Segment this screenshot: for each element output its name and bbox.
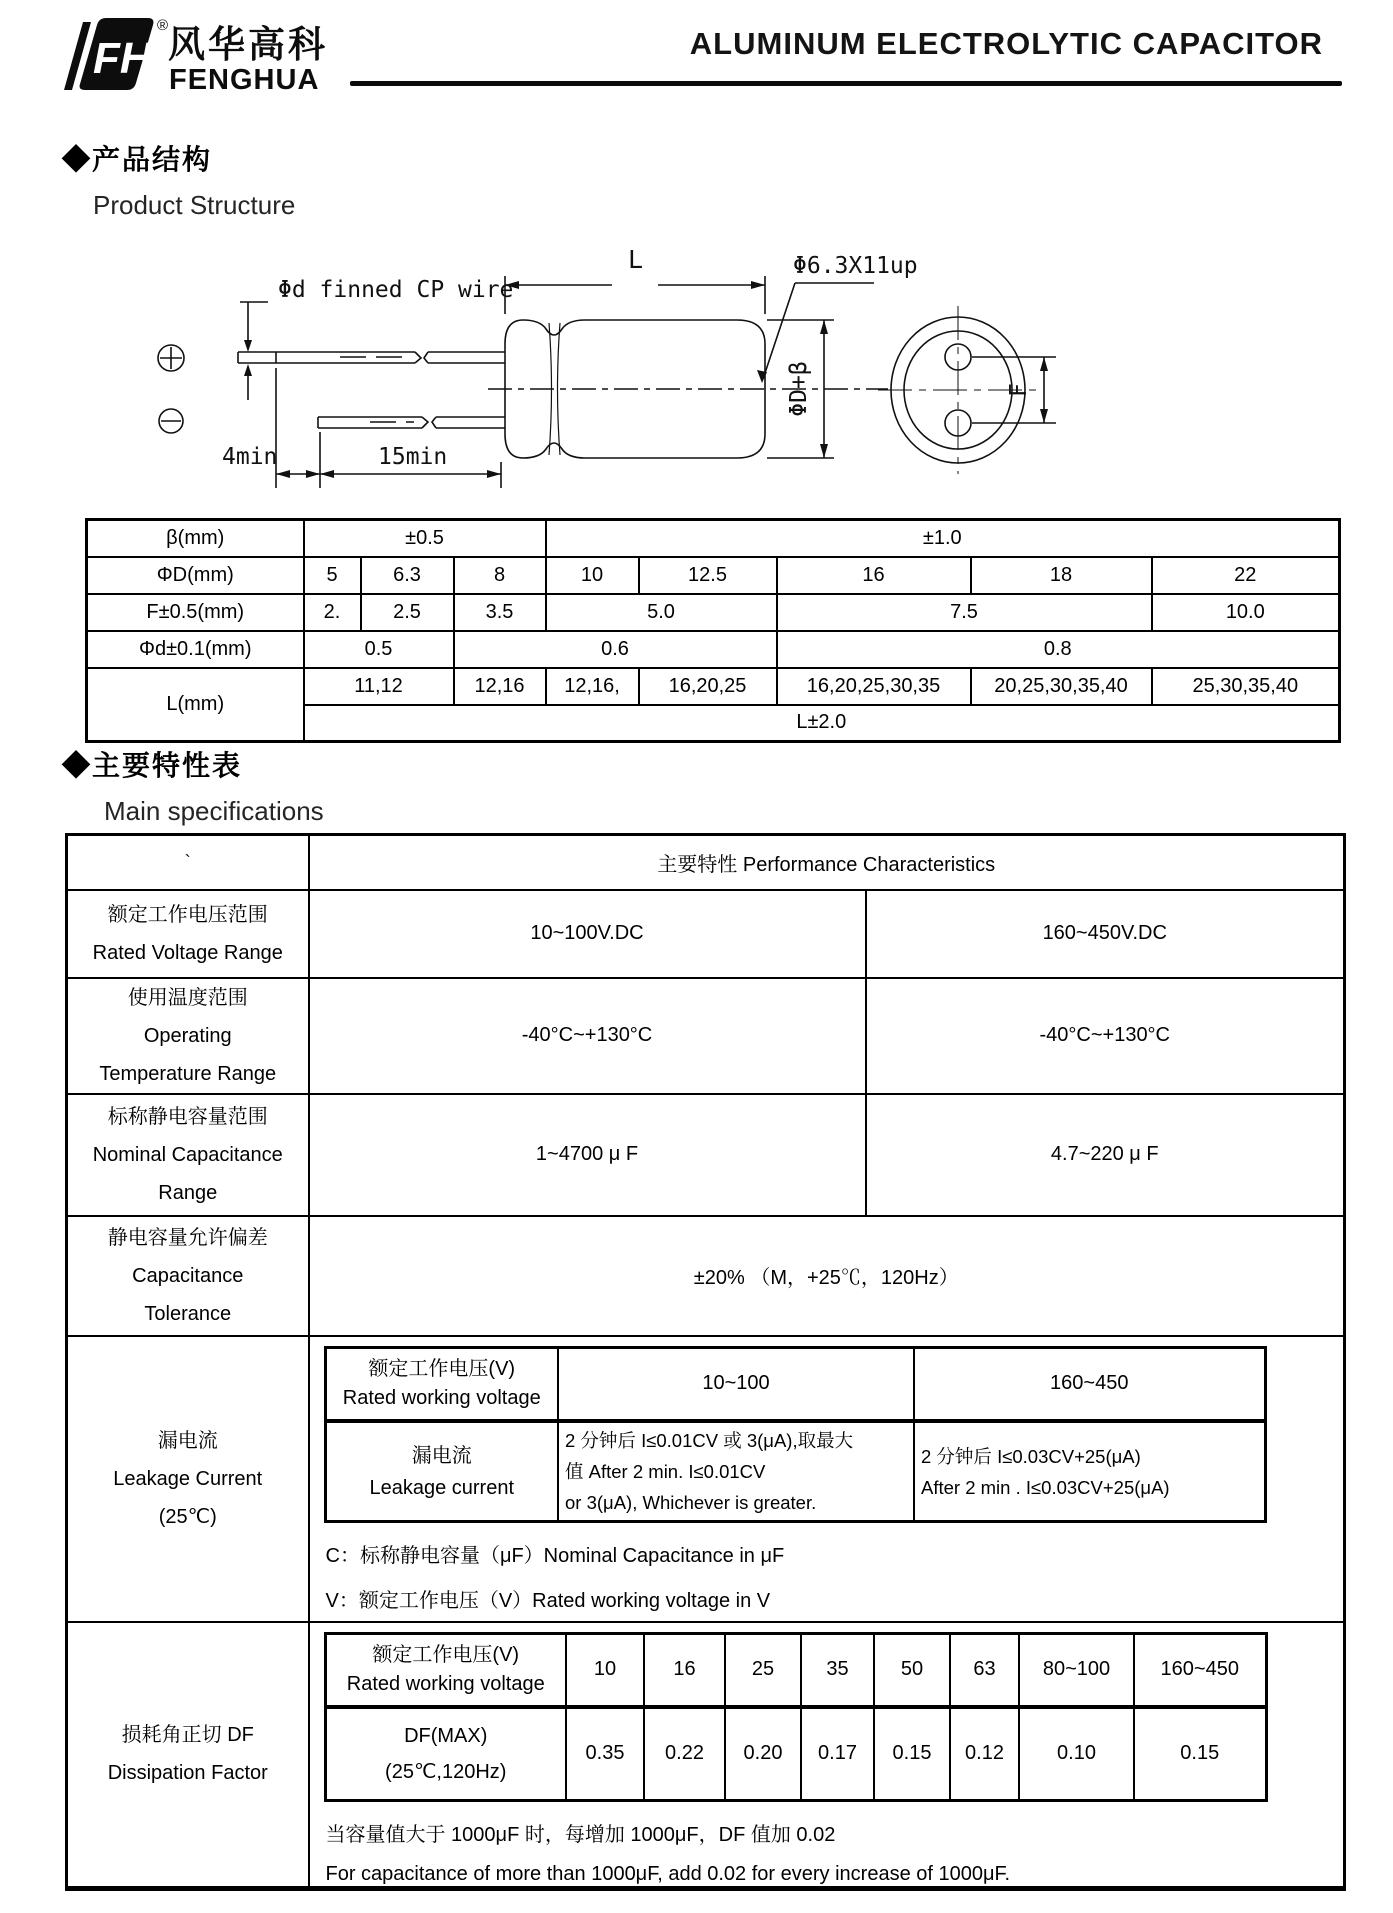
title-underline xyxy=(350,81,1342,86)
leakage-inner-head-en: Rated working voltage xyxy=(342,1386,541,1409)
dim-row-label: L(mm) xyxy=(87,668,304,742)
capacitance-low: 1~4700 μ F xyxy=(309,1094,866,1216)
leakage-spec-low-line1: 2 分钟后 I≤0.01CV 或 3(μA),取最大 xyxy=(565,1430,854,1451)
fenghua-logo-mark xyxy=(64,18,153,90)
dim-row-f xyxy=(87,594,1340,631)
dim-row-length xyxy=(87,668,1340,705)
leakage-spec-high-line2: After 2 min . I≤0.03CV+25(μA) xyxy=(921,1476,1170,1498)
leakage-spec-high-line1: 2 分钟后 I≤0.03CV+25(μA) xyxy=(921,1445,1141,1467)
dim-cell: 0.8 xyxy=(777,631,1340,668)
df-value: 0.35 xyxy=(566,1707,644,1800)
sleeve-leader-line xyxy=(757,283,874,383)
main-specifications-table xyxy=(65,833,1346,1891)
df-voltage-col: 50 xyxy=(874,1633,950,1707)
spec-row-rated-voltage xyxy=(67,890,1345,978)
positive-terminal-icon xyxy=(158,345,184,371)
rated-voltage-label xyxy=(67,890,309,978)
temperature-high: -40°C~+130°C xyxy=(866,978,1345,1094)
spec-header-row xyxy=(67,835,1345,890)
df-voltage-col: 160~450 xyxy=(1134,1633,1266,1707)
brand-name-en: FENGHUA xyxy=(169,64,320,96)
dim-cell: 12,16, xyxy=(546,668,639,705)
df-inner-data-row xyxy=(325,1707,1266,1800)
dim-cell: ±0.5 xyxy=(304,520,546,557)
dim-cell: 11,12 xyxy=(304,668,454,705)
dim-cell: L±2.0 xyxy=(304,705,1340,742)
df-condition-label: (25℃,120Hz) xyxy=(385,1760,507,1783)
temperature-label-zh: 使用温度范围 xyxy=(127,986,248,1009)
df-value: 0.10 xyxy=(1019,1707,1134,1800)
dim-cell: 5.0 xyxy=(546,594,777,631)
leakage-inner-data-row xyxy=(325,1421,1265,1522)
dim-cell: 12,16 xyxy=(454,668,546,705)
df-voltage-col: 16 xyxy=(644,1633,725,1707)
dim-cell: 16 xyxy=(777,557,971,594)
df-inner-head-label xyxy=(325,1633,566,1707)
product-structure-diagram xyxy=(0,230,1393,520)
leakage-spec-low xyxy=(558,1421,914,1522)
section-main-specs-en: Main specifications xyxy=(104,796,324,826)
capacitance-label xyxy=(67,1094,309,1216)
dim-cell: 7.5 xyxy=(777,594,1152,631)
dim-cell: 0.5 xyxy=(304,631,454,668)
page-title: ALUMINUM ELECTROLYTIC CAPACITOR xyxy=(689,26,1323,61)
dim-cell: 12.5 xyxy=(639,557,777,594)
diameter-label: ΦD+β xyxy=(786,361,812,417)
dim-cell: 3.5 xyxy=(454,594,546,631)
df-note-zh: 当容量值大于 1000μF 时，每增加 1000μF，DF 值加 0.02 xyxy=(325,1823,836,1846)
spec-header-cell: 主要特性 Performance Characteristics xyxy=(309,835,1345,890)
df-inner-header-row xyxy=(325,1633,1266,1707)
capacitance-label-en2: Range xyxy=(158,1181,218,1204)
dim-row-diameter xyxy=(87,557,1340,594)
leakage-inner-head-zh: 额定工作电压(V) xyxy=(368,1357,516,1380)
spec-row-dissipation-factor xyxy=(67,1622,1345,1889)
brand-name-zh: 风华高科 xyxy=(168,24,328,65)
df-label-en: Dissipation Factor xyxy=(107,1762,268,1784)
df-value: 0.17 xyxy=(801,1707,874,1800)
leakage-inner-head-label xyxy=(325,1347,558,1421)
df-value: 0.12 xyxy=(950,1707,1019,1800)
leakage-label-zh: 漏电流 xyxy=(157,1429,218,1452)
temperature-low: -40°C~+130°C xyxy=(309,978,866,1094)
df-inner-row-label xyxy=(325,1707,566,1800)
dim-row-label: Φd±0.1(mm) xyxy=(87,631,304,668)
leakage-inner-row-label xyxy=(325,1421,558,1522)
df-inner-table xyxy=(324,1632,1268,1802)
leakage-spec-low-line3: or 3(μA), Whichever is greater. xyxy=(565,1492,817,1513)
diamond-bullet-icon: ◆ xyxy=(62,750,93,781)
dim-row-label: β(mm) xyxy=(87,520,304,557)
section-product-structure-title: 产品结构 xyxy=(92,144,213,175)
dim-cell: 2.5 xyxy=(361,594,454,631)
sleeve-label: Φ6.3X11up xyxy=(793,253,918,279)
leakage-label-en: Leakage Current xyxy=(113,1467,263,1490)
wire-diameter-dimension xyxy=(240,302,268,400)
section-main-specs-title: 主要特性表 xyxy=(92,750,243,781)
temperature-label-en1: Operating xyxy=(143,1024,232,1047)
df-note-en: For capacitance of more than 1000μF, add 0.02 for every increase of 1000μF. xyxy=(325,1862,1011,1885)
fenghua-logo xyxy=(56,12,386,100)
df-content-cell xyxy=(309,1622,1345,1889)
spec-corner-cell: ` xyxy=(67,835,309,890)
temperature-label xyxy=(67,978,309,1094)
leakage-col-high: 160~450 xyxy=(914,1347,1265,1421)
rated-voltage-label-zh: 额定工作电压范围 xyxy=(107,903,268,926)
dim-row-beta xyxy=(87,520,1340,557)
tolerance-label xyxy=(67,1216,309,1336)
tolerance-label-en2: Tolerance xyxy=(144,1302,232,1325)
tolerance-label-en1: Capacitance xyxy=(132,1264,244,1287)
length-label: L xyxy=(628,245,644,274)
dimensions-table xyxy=(85,518,1341,743)
dim-row-wire xyxy=(87,631,1340,668)
section-product-structure-en: Product Structure xyxy=(93,190,296,220)
dim-cell: 22 xyxy=(1152,557,1340,594)
rated-voltage-low: 10~100V.DC xyxy=(309,890,866,978)
wire-label: Φd finned CP wire xyxy=(278,277,514,303)
dim-row-label: F±0.5(mm) xyxy=(87,594,304,631)
logo-fh-monogram: FH xyxy=(93,34,152,83)
section-main-specs-zh xyxy=(62,744,242,784)
df-voltage-col: 80~100 xyxy=(1019,1633,1134,1707)
dim-cell: 6.3 xyxy=(361,557,454,594)
df-label xyxy=(67,1622,309,1889)
df-max-label: DF(MAX) xyxy=(404,1724,488,1747)
dim-row-label: ΦD(mm) xyxy=(87,557,304,594)
leakage-inner-row-en: Leakage current xyxy=(369,1476,515,1499)
capacitance-label-en1: Nominal Capacitance xyxy=(92,1143,283,1166)
capacitance-high: 4.7~220 μ F xyxy=(866,1094,1345,1216)
df-voltage-col: 10 xyxy=(566,1633,644,1707)
spec-row-temperature xyxy=(67,978,1345,1094)
lead-15min-label: 15min xyxy=(378,444,448,470)
diamond-bullet-icon: ◆ xyxy=(62,144,93,175)
leakage-note-v: V：额定工作电压（V）Rated working voltage in V xyxy=(325,1590,771,1612)
leakage-content-cell xyxy=(309,1336,1345,1622)
df-inner-head-zh: 额定工作电压(V) xyxy=(372,1643,520,1666)
lead-spacing-label: F xyxy=(1006,383,1032,397)
anode-lead-wire xyxy=(238,352,505,363)
dim-cell: 18 xyxy=(971,557,1152,594)
leakage-label xyxy=(67,1336,309,1622)
rated-voltage-label-en: Rated Voltage Range xyxy=(92,941,283,964)
section-product-structure-zh xyxy=(62,138,212,178)
leakage-inner-header-row xyxy=(325,1347,1265,1421)
leakage-label-temp: (25℃) xyxy=(158,1505,217,1528)
df-value: 0.15 xyxy=(1134,1707,1266,1800)
length-dimension xyxy=(505,276,765,314)
temperature-label-en2: Temperature Range xyxy=(99,1062,277,1085)
leakage-note-c: C：标称静电容量（μF）Nominal Capacitance in μF xyxy=(325,1545,785,1567)
df-label-zh: 损耗角正切 DF xyxy=(121,1724,254,1746)
df-voltage-col: 25 xyxy=(725,1633,801,1707)
rated-voltage-high: 160~450V.DC xyxy=(866,890,1345,978)
lead-4min-label: 4min xyxy=(222,444,278,470)
df-value: 0.15 xyxy=(874,1707,950,1800)
spec-row-tolerance xyxy=(67,1216,1345,1336)
spec-row-capacitance xyxy=(67,1094,1345,1216)
registered-trademark-icon: ® xyxy=(157,17,169,34)
dim-cell: 10 xyxy=(546,557,639,594)
dim-cell: 16,20,25 xyxy=(639,668,777,705)
capacitance-label-zh: 标称静电容量范围 xyxy=(107,1105,268,1128)
dim-cell: 0.6 xyxy=(454,631,777,668)
df-value: 0.20 xyxy=(725,1707,801,1800)
negative-terminal-icon xyxy=(159,409,183,433)
dim-cell: 16,20,25,30,35 xyxy=(777,668,971,705)
dim-cell: 5 xyxy=(304,557,361,594)
spec-row-leakage xyxy=(67,1336,1345,1622)
cathode-lead-wire xyxy=(318,417,505,428)
leakage-inner-table xyxy=(324,1346,1267,1524)
dim-cell: 10.0 xyxy=(1152,594,1340,631)
dim-cell: 8 xyxy=(454,557,546,594)
df-voltage-col: 63 xyxy=(950,1633,1019,1707)
df-value: 0.22 xyxy=(644,1707,725,1800)
leakage-col-low: 10~100 xyxy=(558,1347,914,1421)
leakage-spec-low-line2: 值 After 2 min. I≤0.01CV xyxy=(565,1461,766,1482)
leakage-spec-high xyxy=(914,1421,1265,1522)
leakage-inner-row-zh: 漏电流 xyxy=(411,1444,472,1467)
dim-cell: ±1.0 xyxy=(546,520,1340,557)
df-voltage-col: 35 xyxy=(801,1633,874,1707)
dim-cell: 2. xyxy=(304,594,361,631)
tolerance-label-zh: 静电容量允许偏差 xyxy=(107,1226,268,1249)
tolerance-value: ±20% （M，+25℃，120Hz） xyxy=(309,1216,1345,1336)
dim-cell: 20,25,30,35,40 xyxy=(971,668,1152,705)
df-inner-head-en: Rated working voltage xyxy=(346,1672,545,1695)
dim-cell: 25,30,35,40 xyxy=(1152,668,1340,705)
